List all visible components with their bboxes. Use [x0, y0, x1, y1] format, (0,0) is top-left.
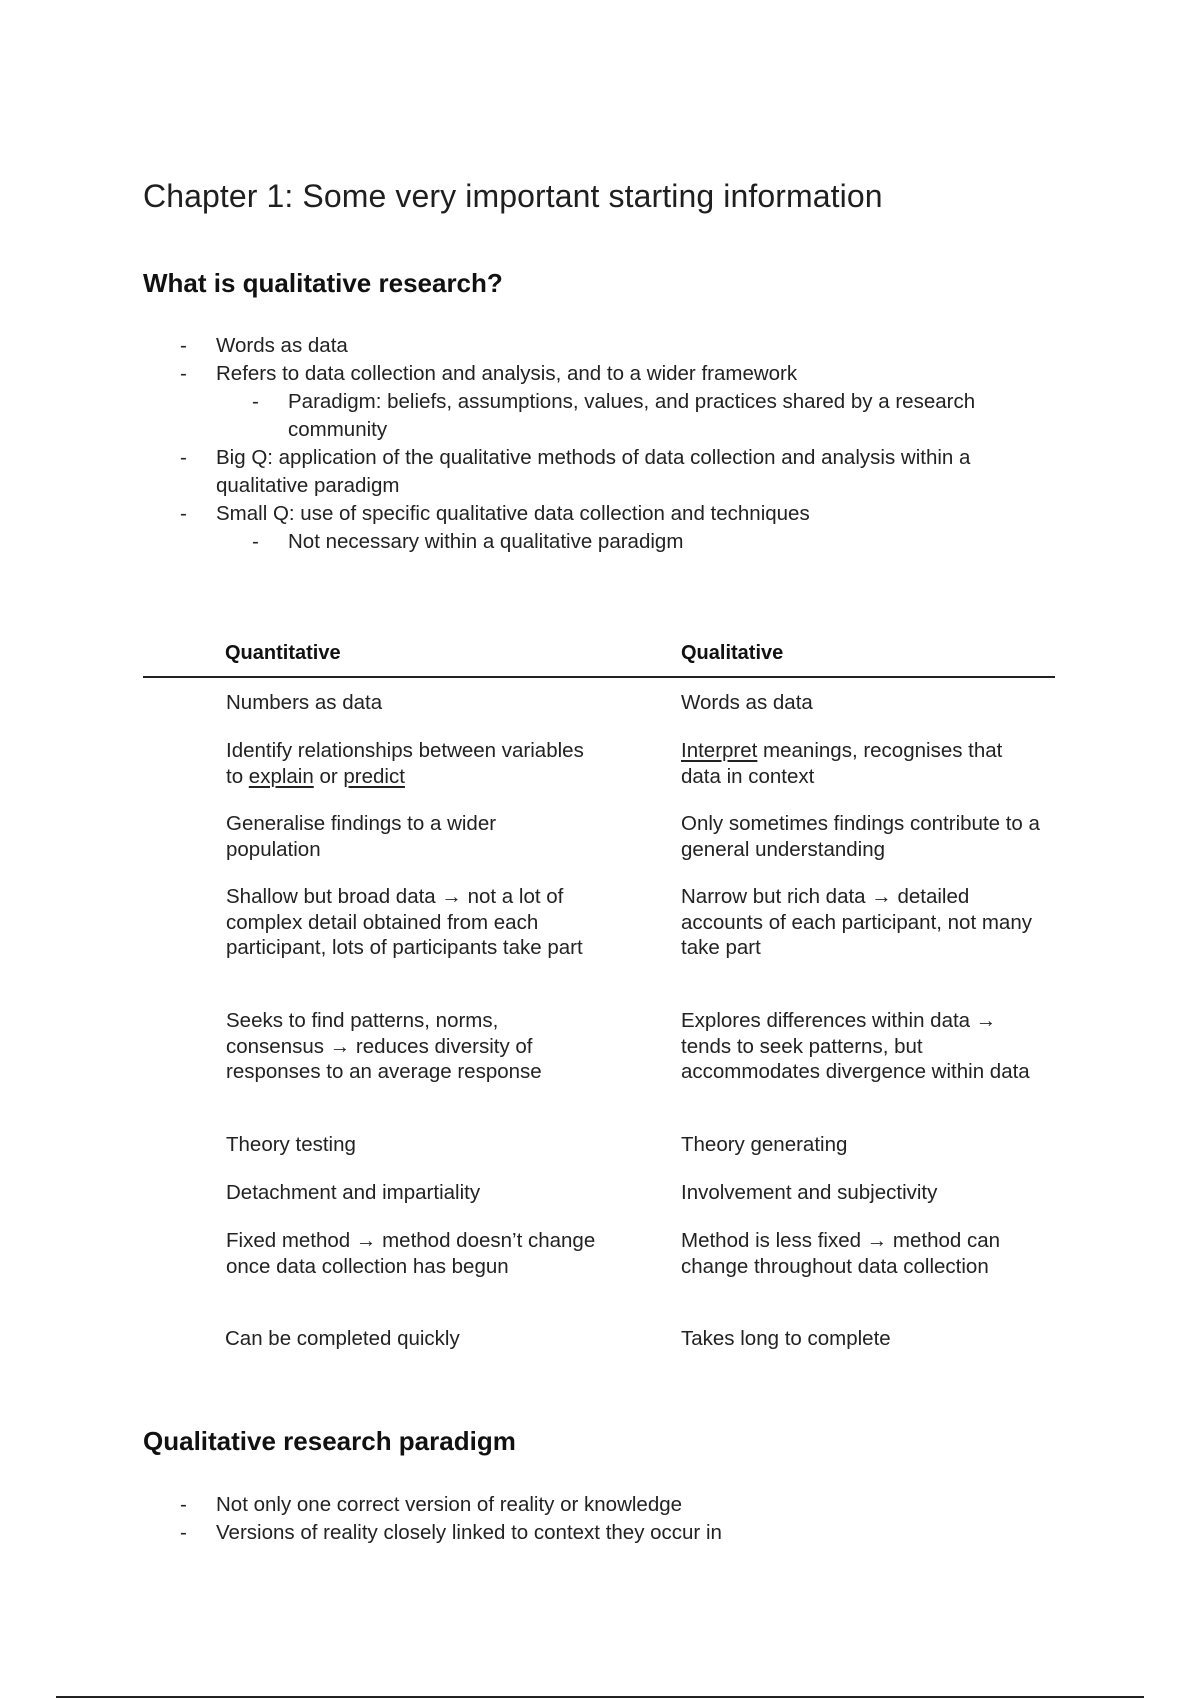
table-cell-quantitative: Generalise findings to a wider population: [226, 812, 497, 861]
bullet-list-what-is: [0, 332, 1200, 556]
bullet-item: [0, 444, 1046, 500]
bullet-dash: -: [180, 362, 187, 385]
footer-divider: [56, 1696, 1144, 1698]
bullet-text: Words as data: [216, 334, 348, 357]
bullet-list-paradigm: [0, 1491, 1200, 1547]
bullet-dash: -: [180, 446, 187, 469]
cell-text: or: [313, 764, 344, 788]
bullet-item: [0, 332, 1046, 360]
table-row: [143, 738, 1055, 811]
table-row: [143, 1132, 1055, 1180]
bullet-text: Big Q: application of the qualitative methods of data collection and analysis within a qualitative paradigm: [216, 446, 971, 497]
bullet-item: [0, 1491, 1046, 1519]
table-cell-qualitative: Only sometimes findings contribute to a general understanding: [681, 812, 1040, 861]
bullet-dash: -: [252, 530, 259, 553]
bullet-dash: -: [252, 390, 259, 413]
column-header-qualitative: Qualitative: [681, 642, 784, 664]
table-row: [143, 690, 1055, 738]
cell-text: Identify relationships between variables to: [226, 739, 584, 788]
table-cell-quantitative: Seeks to find patterns, norms, consensus → reduces diversity of responses to an average response: [226, 1009, 542, 1083]
bullet-text: Paradigm: beliefs, assumptions, values, and practices shared by a research community: [288, 390, 976, 441]
underlined-word: explain: [248, 764, 314, 788]
column-header-quantitative: Quantitative: [225, 642, 341, 664]
table-row: [143, 1008, 1055, 1132]
table-cell-qualitative: Theory generating: [681, 1133, 848, 1156]
bullet-item: [0, 500, 1046, 528]
table-cell-qualitative: Method is less fixed → method can change throughout data collection: [681, 1229, 1001, 1278]
bullet-dash: -: [180, 502, 187, 525]
table-row: [143, 1180, 1055, 1228]
table-row: [143, 811, 1055, 884]
table-cell-qualitative: Words as data: [681, 691, 813, 714]
bullet-item: [0, 360, 1046, 388]
bullet-dash: -: [180, 1521, 187, 1544]
table-row: [143, 1228, 1055, 1326]
chapter-title: Chapter 1: Some very important starting information: [143, 178, 883, 214]
table-cell-quantitative: Numbers as data: [226, 691, 383, 714]
sub-bullet-item: [0, 388, 1046, 444]
table-cell-qualitative: Involvement and subjectivity: [681, 1181, 938, 1204]
bullet-text: Not necessary within a qualitative paradigm: [288, 530, 684, 553]
table-row: [143, 1326, 1055, 1366]
comparison-table: [143, 636, 1055, 1366]
section-heading-what-is-qualitative-research: What is qualitative research?: [143, 268, 503, 298]
table-cell-quantitative: Fixed method → method doesn’t change once data collection has begun: [226, 1229, 596, 1278]
table-cell-qualitative: Explores differences within data → tends to seek patterns, but accommodates divergence within data: [681, 1009, 1030, 1083]
bullet-dash: -: [180, 1493, 187, 1516]
bullet-item: [0, 1519, 1046, 1547]
bullet-text: Not only one correct version of reality or knowledge: [216, 1493, 683, 1516]
table-cell-quantitative: Detachment and impartiality: [226, 1181, 481, 1204]
underlined-word: Interpret: [681, 739, 758, 762]
bullet-text: Small Q: use of specific qualitative data collection and techniques: [216, 502, 810, 525]
underlined-word: predict: [343, 764, 405, 788]
table-cell-qualitative: Narrow but rich data → detailed accounts of each participant, not many take part: [681, 885, 1032, 959]
table-cell-quantitative: [226, 738, 596, 789]
section-heading-qualitative-research-paradigm: Qualitative research paradigm: [143, 1426, 516, 1456]
table-cell-quantitative: Theory testing: [226, 1133, 356, 1156]
bullet-text: Refers to data collection and analysis, and to a wider framework: [216, 362, 798, 385]
bullet-dash: -: [180, 334, 187, 357]
bullet-text: Versions of reality closely linked to context they occur in: [216, 1521, 722, 1544]
table-cell-qualitative: Takes long to complete: [681, 1327, 891, 1350]
table-header: [143, 636, 1055, 678]
table-row: [143, 884, 1055, 1008]
sub-bullet-item: [0, 528, 1046, 556]
cell-text: meanings, recognises that data in context: [681, 739, 1003, 788]
table-cell-quantitative: Can be completed quickly: [225, 1327, 460, 1350]
table-cell-quantitative: Shallow but broad data → not a lot of complex detail obtained from each participant, lots of participants take part: [226, 885, 583, 959]
table-cell-qualitative: [681, 738, 1041, 789]
